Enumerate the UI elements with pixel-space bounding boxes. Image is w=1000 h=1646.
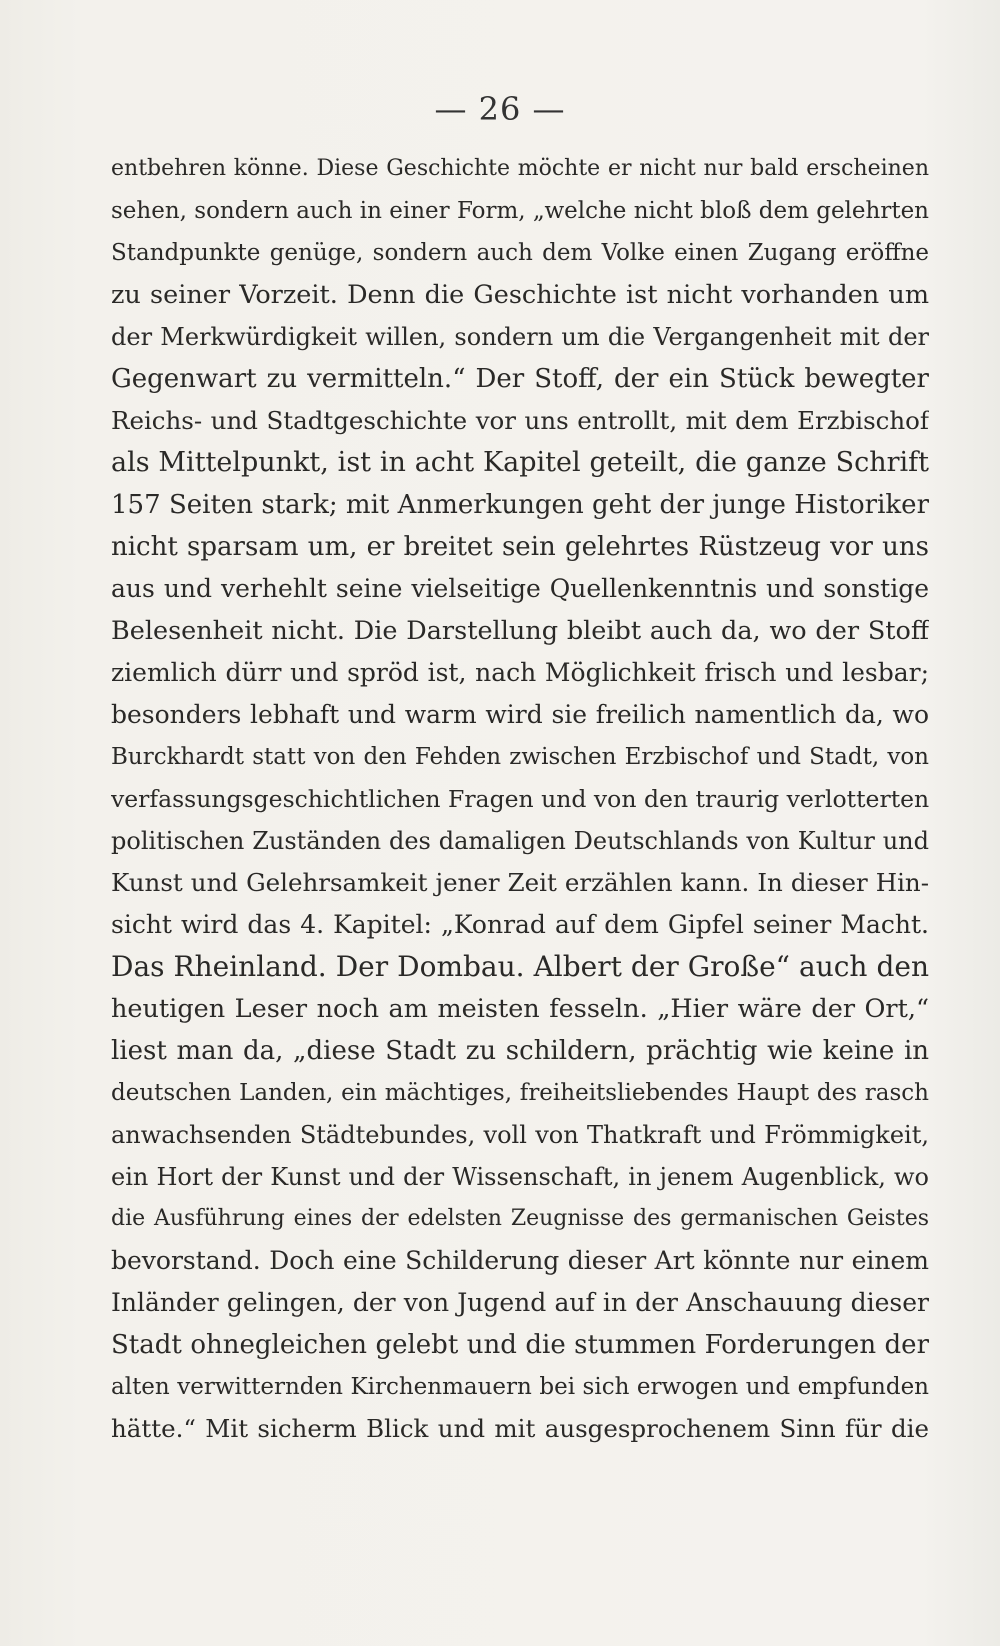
text-line: Das Rheinland. Der Dombau. Albert der Große“ auch den bbox=[111, 950, 929, 983]
body-text bbox=[111, 148, 929, 1450]
text-line: Reichs- und Stadtgeschichte vor uns entrollt, mit dem Erzbischof bbox=[111, 406, 929, 435]
text-line: der Merkwürdigkeit willen, sondern um die Vergangenheit mit der bbox=[111, 323, 929, 351]
text-line: hätte.“ Mit sicherm Blick und mit ausgesprochenem Sinn für die bbox=[111, 1414, 929, 1443]
text-line: Kunst und Gelehrsamkeit jener Zeit erzählen kann. In dieser Hin- bbox=[111, 868, 929, 897]
text-line: als Mittelpunkt, ist in acht Kapitel geteilt, die ganze Schrift bbox=[111, 447, 929, 478]
text-line: Burckhardt statt von den Fehden zwischen Erzbischof und Stadt, von bbox=[111, 744, 929, 770]
text-line: entbehren könne. Diese Geschichte möchte er nicht nur bald erscheinen bbox=[111, 156, 929, 181]
text-line: Stadt ohnegleichen gelebt und die stummen Forderungen der bbox=[111, 1330, 929, 1360]
page-number: — 26 — bbox=[434, 90, 566, 128]
text-line: aus und verhehlt seine vielseitige Quellenkenntnis und sonstige bbox=[111, 574, 929, 603]
text-line: sicht wird das 4. Kapitel: „Konrad auf dem Gipfel seiner Macht. bbox=[111, 910, 929, 939]
text-line: anwachsenden Städtebundes, voll von Thatkraft und Frömmigkeit, bbox=[111, 1121, 929, 1149]
text-line: die Ausführung eines der edelsten Zeugnisse des germanischen Geistes bbox=[111, 1206, 929, 1231]
text-line: Inländer gelingen, der von Jugend auf in der Anschauung dieser bbox=[111, 1288, 929, 1317]
text-line: besonders lebhaft und warm wird sie freilich namentlich da, wo bbox=[111, 700, 929, 729]
text-line: Gegenwart zu vermitteln.“ Der Stoff, der ein Stück bewegter bbox=[111, 364, 929, 394]
text-line: zu seiner Vorzeit. Denn die Geschichte ist nicht vorhanden um bbox=[111, 280, 929, 310]
text-line: nicht sparsam um, er breitet sein gelehrtes Rüstzeug vor uns bbox=[111, 532, 929, 562]
text-line: deutschen Landen, ein mächtiges, freiheitsliebendes Haupt des rasch bbox=[111, 1080, 929, 1106]
text-line: bevorstand. Doch eine Schilderung dieser Art könnte nur einem bbox=[111, 1246, 929, 1275]
text-line: verfassungsgeschichtlichen Fragen und von den traurig verlotterten bbox=[111, 785, 929, 813]
text-line: politischen Zuständen des damaligen Deutschlands von Kultur und bbox=[111, 827, 929, 855]
text-line: heutigen Leser noch am meisten fesseln. „Hier wäre der Ort,“ bbox=[111, 994, 929, 1024]
text-line: Belesenheit nicht. Die Darstellung bleibt auch da, wo der Stoff bbox=[111, 616, 929, 646]
text-line: 157 Seiten stark; mit Anmerkungen geht der junge Historiker bbox=[111, 490, 929, 520]
text-line: ein Hort der Kunst und der Wissenschaft, in jenem Augenblick, wo bbox=[111, 1163, 929, 1191]
text-line: alten verwitternden Kirchenmauern bei sich erwogen und empfunden bbox=[111, 1374, 929, 1400]
text-line: Standpunkte genüge, sondern auch dem Volke einen Zugang eröffne bbox=[111, 240, 929, 266]
text-line: sehen, sondern auch in einer Form, „welche nicht bloß dem gelehrten bbox=[111, 198, 929, 224]
text-line: liest man da, „diese Stadt zu schildern, prächtig wie keine in bbox=[111, 1036, 929, 1066]
text-line: ziemlich dürr und spröd ist, nach Möglichkeit frisch und lesbar; bbox=[111, 658, 929, 687]
